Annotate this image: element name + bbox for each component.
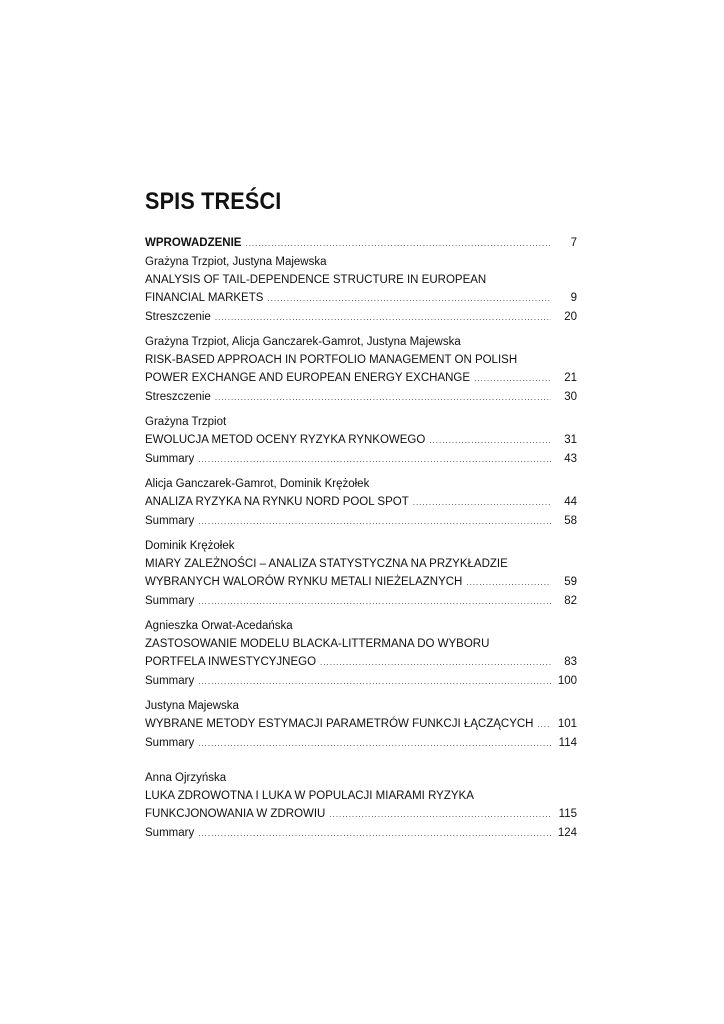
dot-leader: [320, 654, 551, 672]
toc-page-number: 9: [570, 292, 577, 304]
toc-articles: [145, 253, 577, 843]
dot-leader: [198, 825, 551, 843]
dot-leader: [429, 432, 551, 450]
toc-article-authors: Grażyna Trzpiot: [145, 416, 227, 428]
toc-entry-title: FUNKCJONOWANIA W ZDROWIU: [145, 808, 326, 820]
toc-article: [145, 253, 577, 327]
dot-leader: [198, 735, 551, 753]
toc-page-number: 82: [564, 595, 577, 607]
toc-article-authors: Grażyna Trzpiot, Alicja Ganczarek-Gamrot, Justyna Majewska: [145, 336, 461, 348]
toc-article-authors: Anna Ojrzyńska: [145, 772, 227, 784]
toc-entry-title: WYBRANYCH WALORÓW RYNKU METALI NIEŻELAZNYCH: [145, 576, 463, 588]
toc-entry-intro[interactable]: [145, 234, 577, 253]
toc-article-authors: Alicja Ganczarek-Gamrot, Dominik Krężołek: [145, 478, 370, 490]
toc-entry-title: Summary: [145, 595, 195, 607]
dot-leader: [198, 593, 551, 611]
toc-entry-title: Summary: [145, 827, 195, 839]
toc-article: [145, 413, 577, 469]
toc-article-title-line: MIARY ZALEŻNOŚCI – ANALIZA STATYSTYCZNA NA PRZYKŁADZIE: [145, 558, 508, 570]
toc-entry-summary[interactable]: [145, 824, 577, 843]
toc-entry-title: PORTFELA INWESTYCYJNEGO: [145, 656, 317, 668]
toc-entry-article[interactable]: [145, 369, 577, 388]
page-title: SPIS TREŚCI: [145, 188, 282, 215]
table-of-contents: [145, 234, 577, 843]
dot-leader: [198, 513, 551, 531]
toc-entry-article[interactable]: [145, 493, 577, 512]
dot-leader: [215, 389, 551, 407]
toc-page-number: 124: [557, 827, 577, 839]
toc-page-number: 100: [557, 675, 577, 687]
toc-article-title-line: ANALYSIS OF TAIL-DEPENDENCE STRUCTURE IN EUROPEAN: [145, 274, 487, 286]
toc-entry-title: Summary: [145, 737, 195, 749]
toc-entry-title: Streszczenie: [145, 311, 211, 323]
toc-page-number: 20: [564, 311, 577, 323]
toc-entry-summary[interactable]: [145, 450, 577, 469]
toc-article-title-line: LUKA ZDROWOTNA I LUKA W POPULACJI MIARAMI RYZYKA: [145, 790, 474, 802]
toc-entry-summary[interactable]: [145, 512, 577, 531]
toc-entry-title: FINANCIAL MARKETS: [145, 292, 264, 304]
dot-leader: [215, 309, 551, 327]
toc-entry-article[interactable]: [145, 431, 577, 450]
toc-entry-title: Summary: [145, 675, 195, 687]
toc-page-number: 114: [558, 737, 577, 749]
toc-page-number: 83: [564, 656, 577, 668]
dot-leader: [245, 235, 551, 253]
toc-page-number: 44: [564, 496, 577, 508]
toc-page-number: 31: [564, 434, 577, 446]
toc-article: [145, 617, 577, 691]
toc-entry-title: ANALIZA RYZYKA NA RYNKU NORD POOL SPOT: [145, 496, 409, 508]
toc-page-number: 115: [558, 808, 577, 820]
toc-entry-title: WPROWADZENIE: [145, 237, 242, 249]
toc-article-title-line: RISK-BASED APPROACH IN PORTFOLIO MANAGEMENT ON POLISH: [145, 354, 518, 366]
toc-entry-article[interactable]: [145, 715, 577, 734]
toc-article-authors: Dominik Krężołek: [145, 540, 235, 552]
toc-article: [145, 537, 577, 611]
toc-entry-title: Summary: [145, 515, 195, 527]
toc-article-title-line: ZASTOSOWANIE MODELU BLACKA-LITTERMANA DO WYBORU: [145, 638, 490, 650]
dot-leader: [198, 673, 551, 691]
toc-entry-title: Summary: [145, 453, 195, 465]
toc-article-authors: Grażyna Trzpiot, Justyna Majewska: [145, 256, 327, 268]
toc-page-number: 101: [557, 718, 577, 730]
toc-entry-summary[interactable]: [145, 592, 577, 611]
dot-leader: [329, 806, 551, 824]
toc-entry-title: EWOLUCJA METOD OCENY RYZYKA RYNKOWEGO: [145, 434, 426, 446]
toc-entry-summary[interactable]: [145, 672, 577, 691]
dot-leader: [267, 290, 551, 308]
toc-entry-summary[interactable]: [145, 308, 577, 327]
toc-entry-title: WYBRANE METODY ESTYMACJI PARAMETRÓW FUNKCJI ŁĄCZĄCYCH: [145, 718, 534, 730]
toc-article-authors: Justyna Majewska: [145, 700, 239, 712]
toc-entry-title: Streszczenie: [145, 391, 211, 403]
toc-entry-article[interactable]: [145, 289, 577, 308]
toc-article: [145, 333, 577, 407]
dot-leader: [466, 574, 551, 592]
toc-page-number: 58: [564, 515, 577, 527]
toc-page-number: 21: [564, 372, 577, 384]
dot-leader: [474, 370, 551, 388]
toc-article: [145, 475, 577, 531]
toc-article: [145, 769, 577, 843]
toc-page-number: 59: [564, 576, 577, 588]
toc-entry-article[interactable]: [145, 573, 577, 592]
toc-entry-title: POWER EXCHANGE AND EUROPEAN ENERGY EXCHANGE: [145, 372, 471, 384]
toc-entry-summary[interactable]: [145, 388, 577, 407]
dot-leader: [537, 716, 551, 734]
dot-leader: [198, 451, 551, 469]
toc-entry-article[interactable]: [145, 653, 577, 672]
dot-leader: [413, 494, 551, 512]
toc-page-number: 43: [564, 453, 577, 465]
toc-article-authors: Agnieszka Orwat-Acedańska: [145, 620, 293, 632]
toc-entry-summary[interactable]: [145, 734, 577, 753]
toc-entry-article[interactable]: [145, 805, 577, 824]
toc-intro: [145, 234, 577, 253]
toc-page-number: 7: [570, 237, 577, 249]
toc-article: [145, 697, 577, 753]
toc-page-number: 30: [564, 391, 577, 403]
